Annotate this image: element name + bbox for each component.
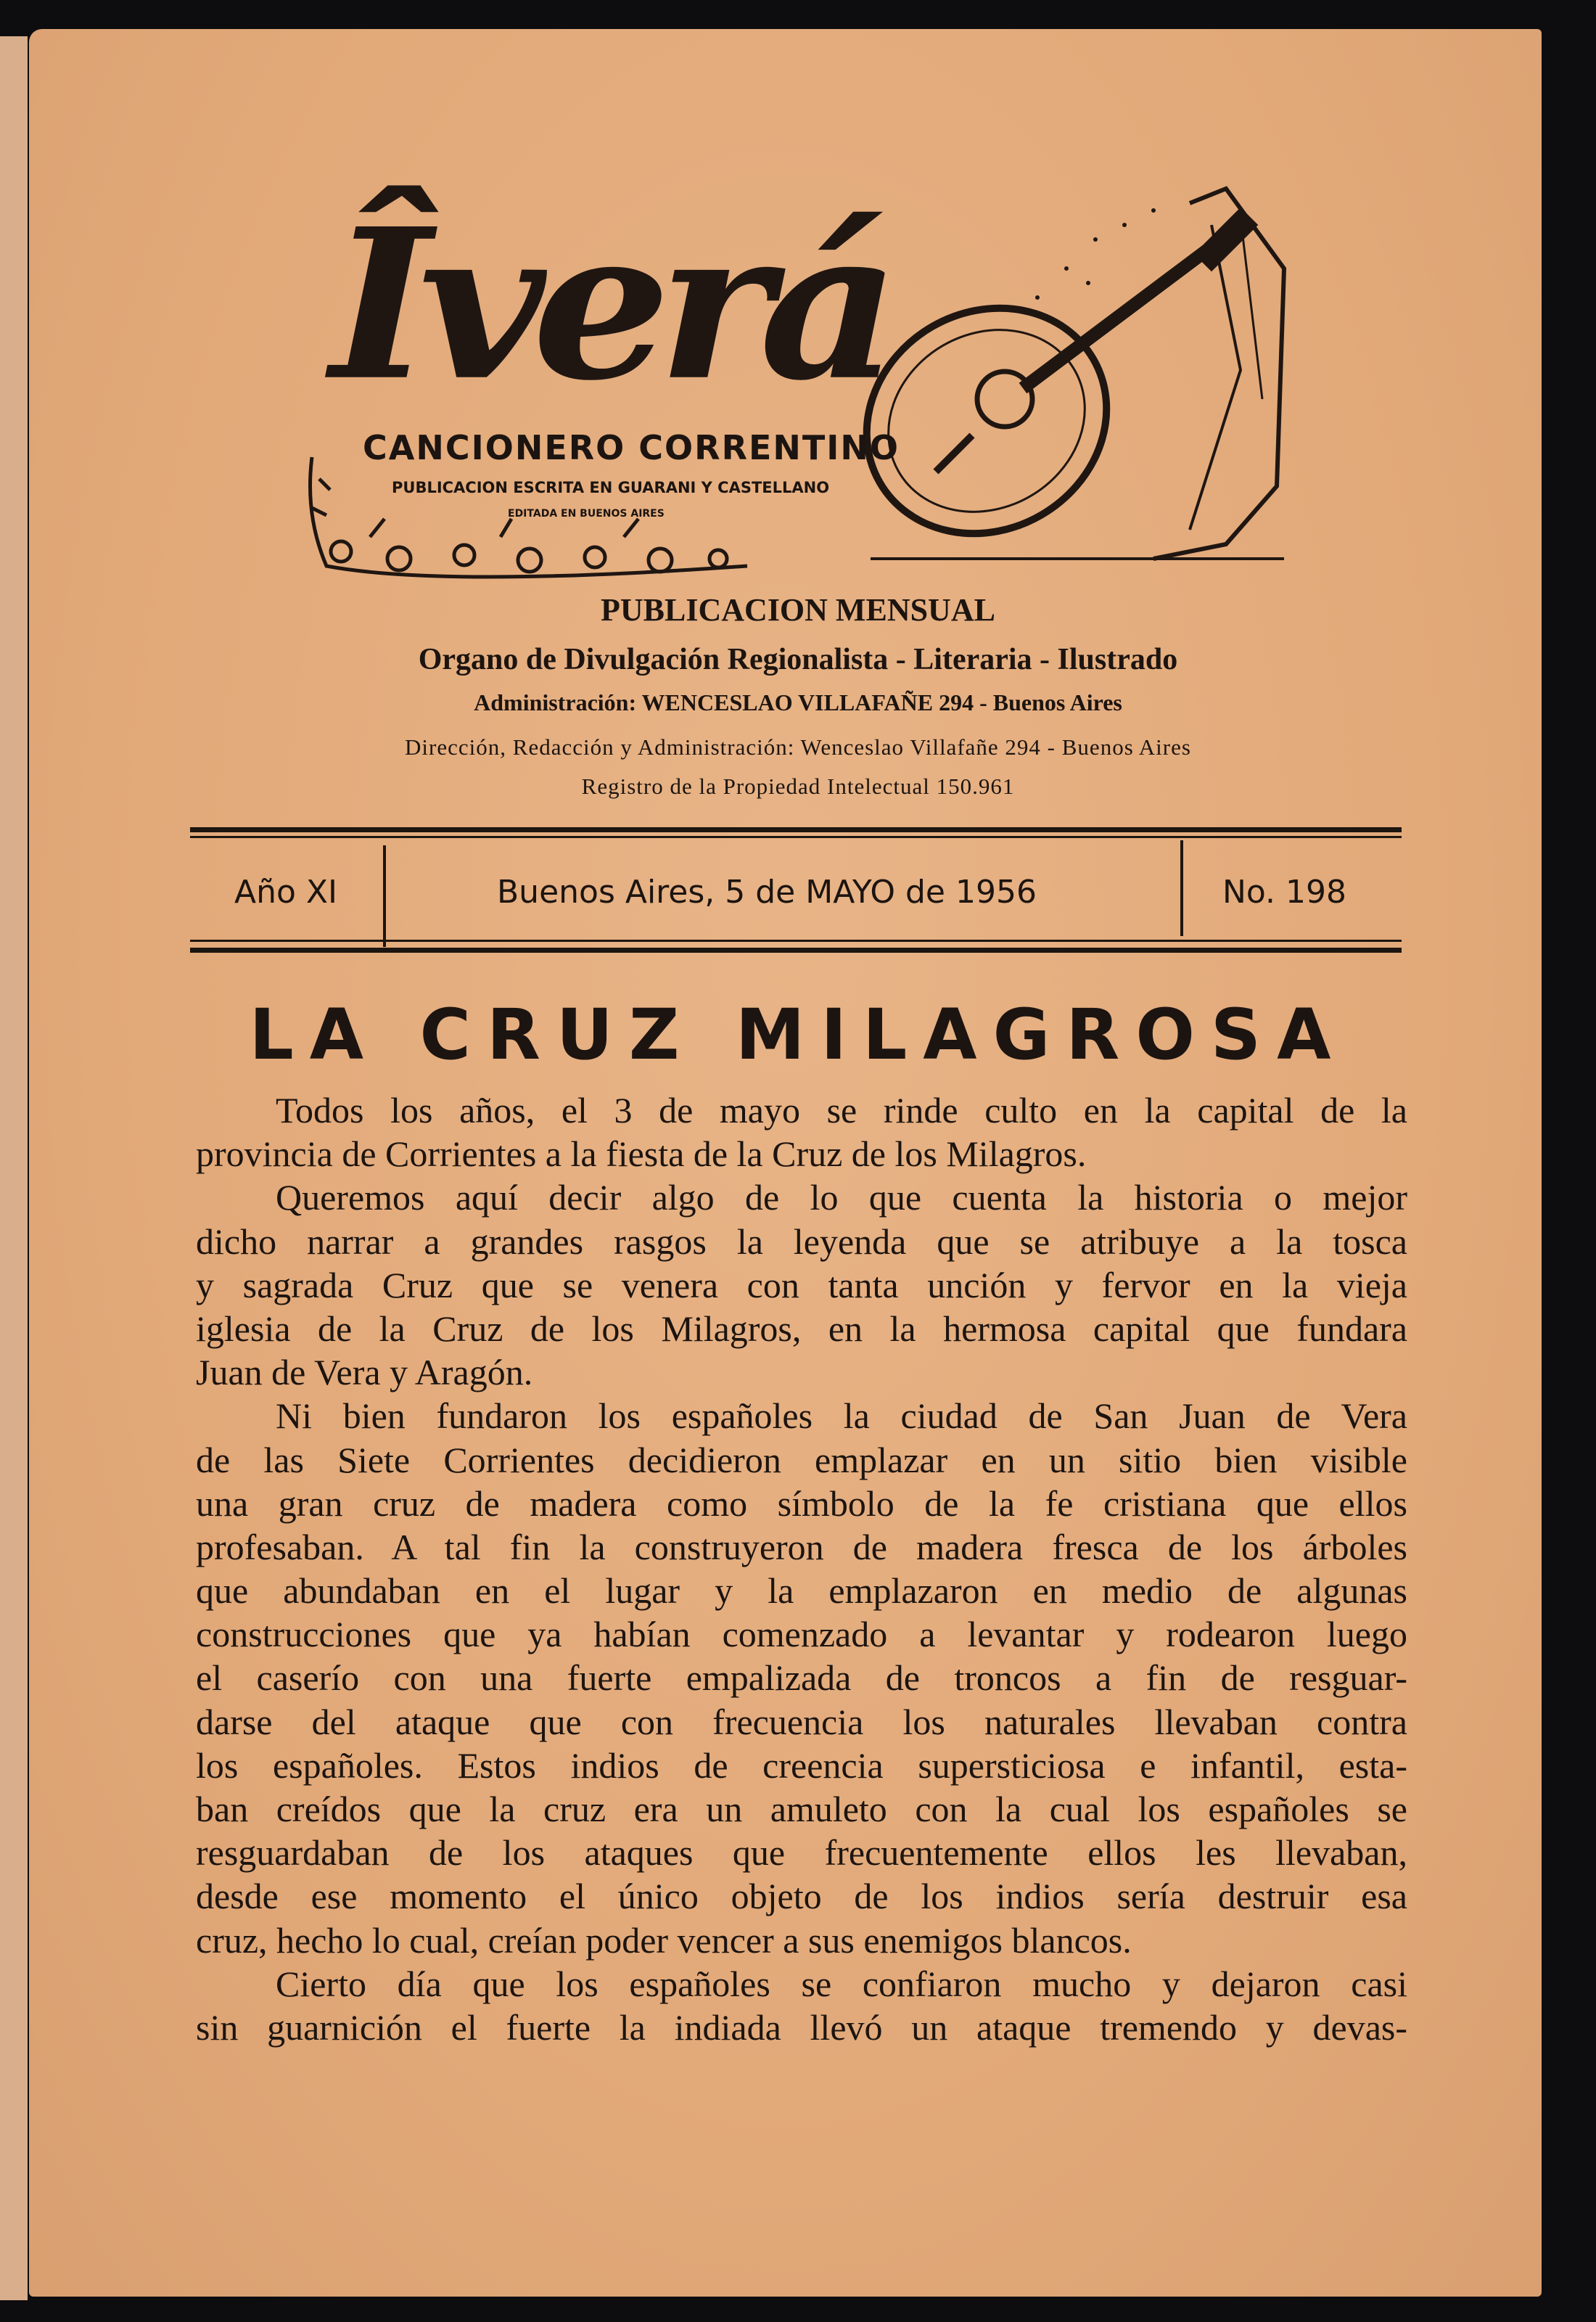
- bottom-rule-thin: [190, 940, 1402, 942]
- top-rule-thin: [190, 836, 1402, 838]
- article-line: dicho narrar a grandes rasgos la leyenda que se atribuye a la tosca: [196, 1221, 1407, 1262]
- publication-frequency: PUBLICACION MENSUAL: [601, 592, 995, 628]
- article-line: desde ese momento el único objeto de los indios sería destruir esa: [196, 1876, 1407, 1917]
- administration-address: Administración: WENCESLAO VILLAFAÑE 294 - Buenos Aires: [474, 689, 1122, 715]
- article-line: darse del ataque que con frecuencia los naturales llevaban contra: [196, 1701, 1407, 1742]
- issue-number: No. 198: [1222, 874, 1347, 911]
- masthead-edition: EDITADA EN BUENOS AIRES: [508, 508, 665, 520]
- intellectual-property-registry: Registro de la Propiedad Intelectual 150.961: [581, 774, 1015, 799]
- article-line: Queremos aquí decir algo de lo que cuenta la historia o mejor: [276, 1177, 1407, 1218]
- article-line: y sagrada Cruz que se venera con tanta unción y fervor en la vieja: [196, 1264, 1407, 1305]
- article-line: construcciones que ya habían comenzado a levantar y rodearon luego: [196, 1614, 1407, 1655]
- issue-date: Buenos Aires, 5 de MAYO de 1956: [497, 874, 1037, 911]
- masthead-subtitle: CANCIONERO CORRENTINO: [363, 428, 900, 467]
- masthead-logo: Îverá: [330, 182, 887, 427]
- article-line: Juan de Vera y Aragón.: [196, 1352, 533, 1393]
- masthead-tagline: PUBLICACION ESCRITA EN GUARANI Y CASTELLANO: [392, 479, 830, 496]
- article-line: resguardaban de los ataques que frecuentemente ellos les llevaban,: [196, 1832, 1407, 1874]
- article-line: cruz, hecho lo cual, creían poder vencer a sus enemigos blancos.: [196, 1919, 1132, 1961]
- issue-year: Año XI: [234, 874, 338, 911]
- article-line: una gran cruz de madera como símbolo de la fe cristiana que ellos: [196, 1482, 1407, 1524]
- direction-address: Dirección, Redacción y Administración: Wenceslao Villafañe 294 - Buenos Aires: [405, 734, 1191, 760]
- top-rule: [190, 827, 1402, 832]
- article-line: el caserío con una fuerte empalizada de troncos a fin de resguar-: [196, 1657, 1407, 1699]
- article-line: Ni bien fundaron los españoles la ciudad de San Juan de Vera: [276, 1395, 1407, 1437]
- guitar-illustration-icon: [849, 181, 1299, 588]
- article-line: Todos los años, el 3 de mayo se rinde culto en la capital de la: [276, 1090, 1407, 1131]
- article-line: provincia de Corrientes a la fiesta de la Cruz de los Milagros.: [196, 1133, 1087, 1175]
- article-title: LA CRUZ MILAGROSA: [249, 994, 1347, 1075]
- book-spine-edge: [0, 36, 28, 2300]
- article-line: sin guarnición el fuerte la indiada llevó un ataque tremendo y devas-: [196, 2006, 1407, 2048]
- article-line: iglesia de la Cruz de los Milagros, en la hermosa capital que fundara: [196, 1308, 1407, 1349]
- publication-description: Organo de Divulgación Regionalista - Literaria - Ilustrado: [418, 643, 1178, 676]
- divider: [383, 845, 386, 947]
- divider: [1180, 840, 1183, 936]
- article-line: que abundaban en el lugar y la emplazaron en medio de algunas: [196, 1570, 1407, 1612]
- article-body: [196, 1088, 1407, 2049]
- article-line: los españoles. Estos indios de creencia supersticiosa e infantil, esta-: [196, 1744, 1407, 1786]
- article-line: profesaban. A tal fin la construyeron de madera fresca de los árboles: [196, 1526, 1407, 1567]
- article-line: ban creídos que la cruz era un amuleto con la cual los españoles se: [196, 1789, 1407, 1829]
- article-line: de las Siete Corrientes decidieron emplazar en un sitio bien visible: [196, 1439, 1407, 1480]
- bottom-rule: [190, 948, 1402, 953]
- article-line: Cierto día que los españoles se confiaron mucho y dejaron casi: [276, 1963, 1407, 2004]
